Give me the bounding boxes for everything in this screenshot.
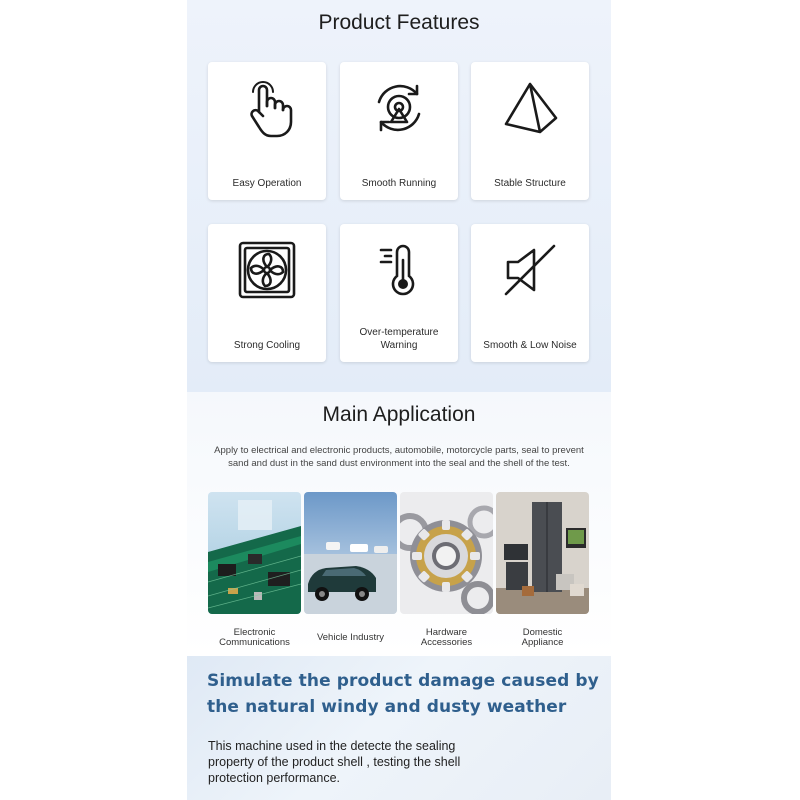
content-column <box>187 0 611 800</box>
application-label: Vehicle Industry <box>316 632 385 643</box>
bearing-image <box>400 492 493 614</box>
application-label: Hardware Accessories <box>420 627 473 648</box>
cars-image <box>304 492 397 614</box>
simulate-body: This machine used in the detecte the sealing property of the product shell , testing the shell protection performance. <box>208 739 461 785</box>
features-section <box>187 0 611 392</box>
feature-card-over-temperature <box>340 224 458 362</box>
hand-pointer-icon <box>237 78 297 138</box>
application-label: Electronic Communications <box>219 627 290 648</box>
feature-label: Strong Cooling <box>233 340 301 351</box>
application-title: Main Application <box>322 403 476 426</box>
feature-label: Stable Structure <box>494 178 566 189</box>
feature-card-easy-operation <box>208 62 326 200</box>
feature-label: Easy Operation <box>232 178 302 189</box>
application-label: Domestic Appliance <box>521 627 564 648</box>
application-section <box>187 392 611 656</box>
feature-label: Smooth & Low Noise <box>483 340 577 351</box>
feature-card-strong-cooling <box>208 224 326 362</box>
application-description: Apply to electrical and electronic products, automobile, motorcycle parts, seal to prevent sand and dust in the sand dust environment into the seal and the shell of the test. <box>214 445 584 469</box>
simulate-headline: Simulate the product damage caused by the natural windy and dusty weather <box>207 671 599 717</box>
rotating-wheel-icon <box>369 78 429 138</box>
fan-icon <box>237 240 297 300</box>
simulate-section <box>187 656 611 800</box>
feature-card-smooth-running <box>340 62 458 200</box>
feature-label: Over-temperature Warning <box>359 327 439 351</box>
thermometer-icon <box>369 240 429 300</box>
feature-card-stable-structure <box>471 62 589 200</box>
home-appliances-image <box>496 492 589 614</box>
features-title: Product Features <box>318 11 480 34</box>
speaker-muted-icon <box>500 240 560 300</box>
feature-label: Smooth Running <box>361 178 437 189</box>
circuit-board-image <box>208 492 301 614</box>
pyramid-icon <box>500 78 560 138</box>
feature-card-low-noise <box>471 224 589 362</box>
